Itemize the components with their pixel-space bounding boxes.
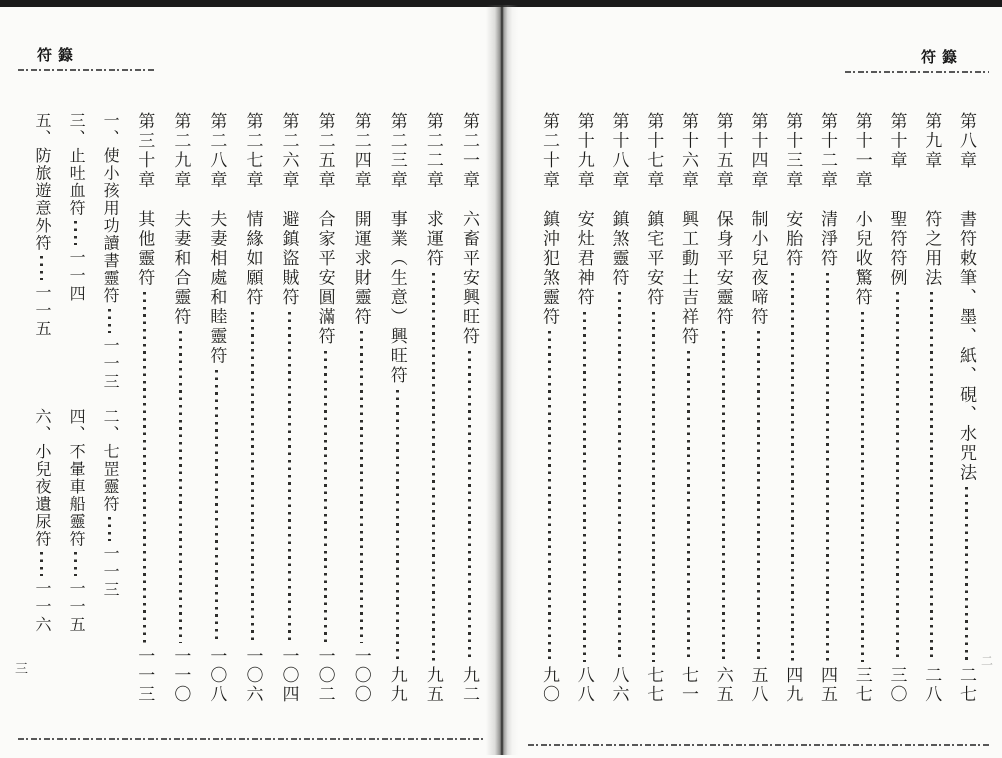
dot-leader [930, 292, 933, 662]
left-page-header: 符籙 [37, 48, 80, 64]
chapter-label: 第十四章 [748, 112, 768, 190]
toc-column [641, 112, 666, 704]
toc-column [349, 112, 374, 704]
entry-title: 安胎符 [783, 210, 803, 269]
dot-leader [618, 292, 621, 662]
page-number: 一〇〇 [351, 647, 371, 704]
right-page-folio: 二 [981, 654, 995, 668]
page-number: 一一四 [67, 249, 85, 303]
page-number: 八六 [609, 666, 629, 704]
chapter-label: 第十九章 [574, 112, 594, 190]
chapter-label: 第二九章 [171, 112, 191, 190]
toc-column [607, 112, 632, 704]
chapter-label: 第二八章 [207, 112, 227, 190]
chapter-label: 第十一章 [852, 112, 872, 190]
toc-subentry [30, 112, 53, 408]
entry-title: 興工動土吉祥符 [679, 210, 698, 347]
dot-leader [74, 221, 77, 245]
toc-subentry [64, 112, 87, 408]
dot-leader [687, 351, 690, 663]
page-number: 一〇六 [243, 647, 263, 704]
entry-title: 避鎮盜賊符 [279, 210, 299, 308]
toc-subentry [98, 112, 121, 408]
chapter-label: 第十章 [887, 112, 907, 171]
page-number: 二七 [957, 666, 976, 704]
entry-title: 小兒收驚符 [852, 210, 872, 308]
entry-title: 符之用法 [922, 210, 942, 288]
dot-leader [108, 517, 111, 541]
dot-leader [757, 331, 760, 662]
toc-column [457, 112, 482, 704]
chapter-label: 第二二章 [423, 112, 443, 190]
entry-title: 其他靈符 [135, 210, 155, 288]
entry-title: 夫妻相處和睦靈符 [207, 210, 227, 366]
dot-leader [396, 390, 399, 663]
chapter-label: 第二五章 [315, 112, 335, 190]
toc-subitem-column [98, 112, 121, 704]
dot-leader [143, 292, 146, 643]
left-footer-rule [18, 738, 483, 740]
right-page-toc [537, 112, 979, 704]
chapter-label: 第十六章 [679, 112, 698, 190]
entry-title: 鎮宅平安符 [644, 210, 664, 308]
dot-leader [861, 312, 864, 663]
chapter-label: 第二七章 [243, 112, 263, 190]
toc-subentry [64, 408, 87, 704]
chapter-label: 第二四章 [351, 112, 371, 190]
entry-title: 安灶君神符 [574, 210, 594, 308]
dot-leader [548, 331, 551, 662]
toc-subitem-column [30, 112, 53, 704]
page-number: 一一五 [67, 580, 85, 634]
dot-leader [74, 552, 77, 576]
entry-title: 開運求財靈符 [351, 210, 371, 327]
page-number: 九〇 [540, 666, 559, 704]
entry-title: 三、止吐血符 [67, 112, 85, 217]
dot-leader [288, 312, 291, 644]
toc-column [746, 112, 771, 704]
dot-leader [722, 331, 725, 662]
chapter-label: 第三十章 [135, 112, 155, 190]
entry-title: 聖符符例 [887, 210, 907, 288]
dot-leader [583, 312, 586, 663]
toc-column [850, 112, 875, 704]
chapter-label: 第八章 [957, 112, 976, 171]
toc-column [385, 112, 410, 704]
entry-title: 夫妻和合靈符 [171, 210, 191, 327]
right-page-header: 符籙 [921, 50, 964, 66]
chapter-label: 第二三章 [387, 112, 407, 190]
entry-title: 保身平安靈符 [713, 210, 733, 327]
entry-title: 一、使小孩用功讀書靈符 [101, 112, 119, 305]
toc-subitem-column [64, 112, 87, 704]
toc-column [919, 112, 944, 704]
dot-leader [108, 309, 111, 333]
page-number: 六五 [713, 666, 733, 704]
page-number: 七七 [644, 666, 664, 704]
entry-title: 鎮煞靈符 [609, 210, 629, 288]
toc-column [780, 112, 805, 704]
page-number: 四九 [783, 666, 803, 704]
page-number: 一一三 [101, 336, 119, 391]
entry-title: 制小兒夜啼符 [748, 210, 768, 327]
toc-column [815, 112, 840, 704]
dot-leader [432, 273, 435, 663]
page-number: 八八 [574, 666, 594, 704]
entry-title: 五、防旅遊意外符 [33, 112, 50, 252]
right-footer-rule [528, 744, 990, 746]
chapter-label: 第十二章 [818, 112, 837, 190]
chapter-label: 第十八章 [609, 112, 629, 190]
toc-column [313, 112, 338, 704]
entry-title: 二、七罡靈符 [101, 408, 119, 513]
dot-leader [791, 273, 794, 663]
entry-title: 清淨符 [818, 210, 837, 269]
dot-leader [215, 370, 218, 643]
page-number: 一〇八 [207, 647, 227, 704]
book-binding-gutter [486, 5, 518, 755]
toc-column [168, 112, 193, 704]
toc-subentry [98, 408, 121, 704]
chapter-label: 第二一章 [459, 112, 479, 190]
entry-title: 六畜平安興旺符 [459, 210, 479, 347]
toc-column [240, 112, 265, 704]
entry-title: 合家平安圓滿符 [315, 210, 335, 347]
toc-column [572, 112, 597, 704]
page-number: 四五 [818, 666, 837, 704]
left-page-folio: 三 [15, 661, 30, 676]
page-number: 九二 [459, 666, 479, 704]
dot-leader [826, 273, 829, 663]
page-number: 三〇 [887, 666, 907, 704]
toc-column [711, 112, 736, 704]
page-number: 七一 [679, 666, 698, 704]
chapter-label: 第十五章 [713, 112, 733, 190]
toc-column [954, 112, 979, 704]
chapter-label: 第十三章 [783, 112, 803, 190]
dot-leader [179, 331, 182, 643]
dot-leader [324, 351, 327, 644]
page-number: 一一六 [33, 580, 50, 634]
dot-leader [896, 292, 899, 662]
toc-column [132, 112, 157, 704]
page-number: 五八 [748, 666, 768, 704]
dot-leader [40, 552, 43, 576]
toc-column [676, 112, 701, 704]
page-number: 九五 [423, 666, 443, 704]
dot-leader [40, 256, 43, 280]
toc-column [277, 112, 302, 704]
left-header-rule [18, 69, 154, 71]
dot-leader [652, 312, 655, 663]
page-number: 一一三 [135, 647, 155, 704]
dot-leader [360, 331, 363, 643]
entry-title: 鎮沖犯煞靈符 [540, 210, 559, 327]
chapter-label: 第二十章 [540, 112, 559, 190]
page-number: 一〇二 [315, 647, 335, 704]
entry-title: 六、小兒夜遺尿符 [33, 408, 50, 548]
page-number: 三七 [852, 666, 872, 704]
page-number: 一〇四 [279, 647, 299, 704]
chapter-label: 第二六章 [279, 112, 299, 190]
page-number: 一一五 [33, 284, 50, 338]
toc-column [204, 112, 229, 704]
toc-column [885, 112, 910, 704]
page-number: 九九 [387, 666, 407, 704]
entry-title: 求運符 [423, 210, 443, 269]
entry-title: 四、不暈車船靈符 [67, 408, 85, 548]
toc-subentry [30, 408, 53, 704]
chapter-label: 第十七章 [644, 112, 664, 190]
toc-column [421, 112, 446, 704]
dot-leader [965, 487, 968, 662]
page-number: 一一〇 [171, 647, 191, 704]
right-header-rule [845, 71, 989, 73]
page-number: 一一三 [101, 545, 119, 599]
dot-leader [468, 351, 471, 663]
entry-title: 情緣如願符 [243, 210, 263, 308]
dot-leader [251, 312, 254, 644]
toc-column [537, 112, 562, 704]
entry-title: 事業（生意）興旺符 [387, 210, 407, 386]
left-page-toc [30, 112, 482, 704]
chapter-label: 第九章 [922, 112, 942, 171]
page-number: 二八 [922, 666, 942, 704]
entry-title: 書符敕筆、墨、紙、硯、水咒法 [957, 210, 976, 483]
